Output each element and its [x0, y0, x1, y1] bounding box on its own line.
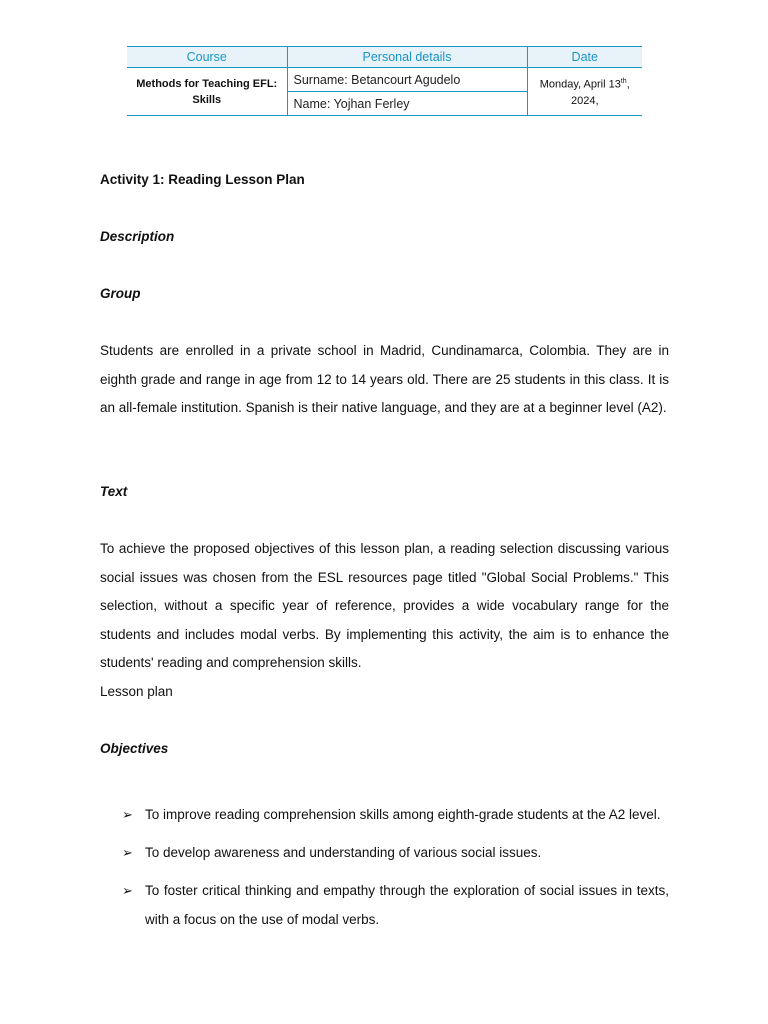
date-comma: ,: [626, 78, 630, 91]
text-paragraph: To achieve the proposed objectives of this lesson plan, a reading selection discussing various social issues was chosen from the ESL resources page titled "Global Social Problems." This selection, without a specific year of reference, provides a wide vocabulary range for the students and includes modal verbs. By implementing this activity, the aim is to enhance the students' reading and comprehension skills.: [100, 541, 669, 671]
course-name-line1: Methods for Teaching EFL:: [136, 77, 278, 90]
group-heading: Group: [100, 286, 141, 301]
objectives-heading: Objectives: [100, 741, 169, 756]
course-cell: [127, 68, 287, 116]
date-text: Monday, April 13: [539, 78, 621, 91]
text-heading: Text: [100, 484, 128, 499]
objective-text: To improve reading comprehension skills among eighth-grade students at the A2 level.: [145, 807, 661, 822]
list-item: [100, 877, 669, 934]
arrow-bullet-icon: ➢: [122, 807, 133, 822]
personal-details-column-header: Personal details: [287, 47, 527, 68]
header-table: [127, 46, 642, 116]
objective-text: To develop awareness and understanding of various social issues.: [145, 845, 542, 861]
date-year: 2024,: [570, 94, 599, 107]
description-heading: Description: [100, 229, 175, 244]
arrow-bullet-icon: ➢: [122, 883, 133, 899]
activity-title: Activity 1: Reading Lesson Plan: [100, 172, 305, 187]
lesson-plan-label: Lesson plan: [100, 684, 173, 699]
table-row: [127, 68, 642, 92]
date-cell: [527, 68, 642, 116]
date-column-header: Date: [527, 47, 642, 68]
header-row: [127, 47, 642, 68]
group-paragraph: Students are enrolled in a private school in Madrid, Cundinamarca, Colombia. They are in eighth grade and range in age from 12 to 14 years old. There are 25 students in this class. It is an all-female institution. Spanish is their native language, and they are at a beginner level (A2).: [100, 343, 669, 416]
list-item: [100, 839, 669, 868]
list-item: [100, 801, 669, 830]
objective-text: To foster critical thinking and empathy through the exploration of social issues in texts, with a focus on the use of modal verbs.: [145, 883, 669, 927]
objectives-list: [100, 801, 669, 944]
date-ordinal-suffix: th: [620, 78, 627, 86]
name-cell: Name: Yojhan Ferley: [287, 92, 527, 116]
course-name-line2: Skills: [192, 93, 222, 106]
surname-cell: Surname: Betancourt Agudelo: [287, 68, 527, 92]
course-column-header: Course: [127, 47, 287, 68]
arrow-bullet-icon: ➢: [122, 845, 133, 861]
